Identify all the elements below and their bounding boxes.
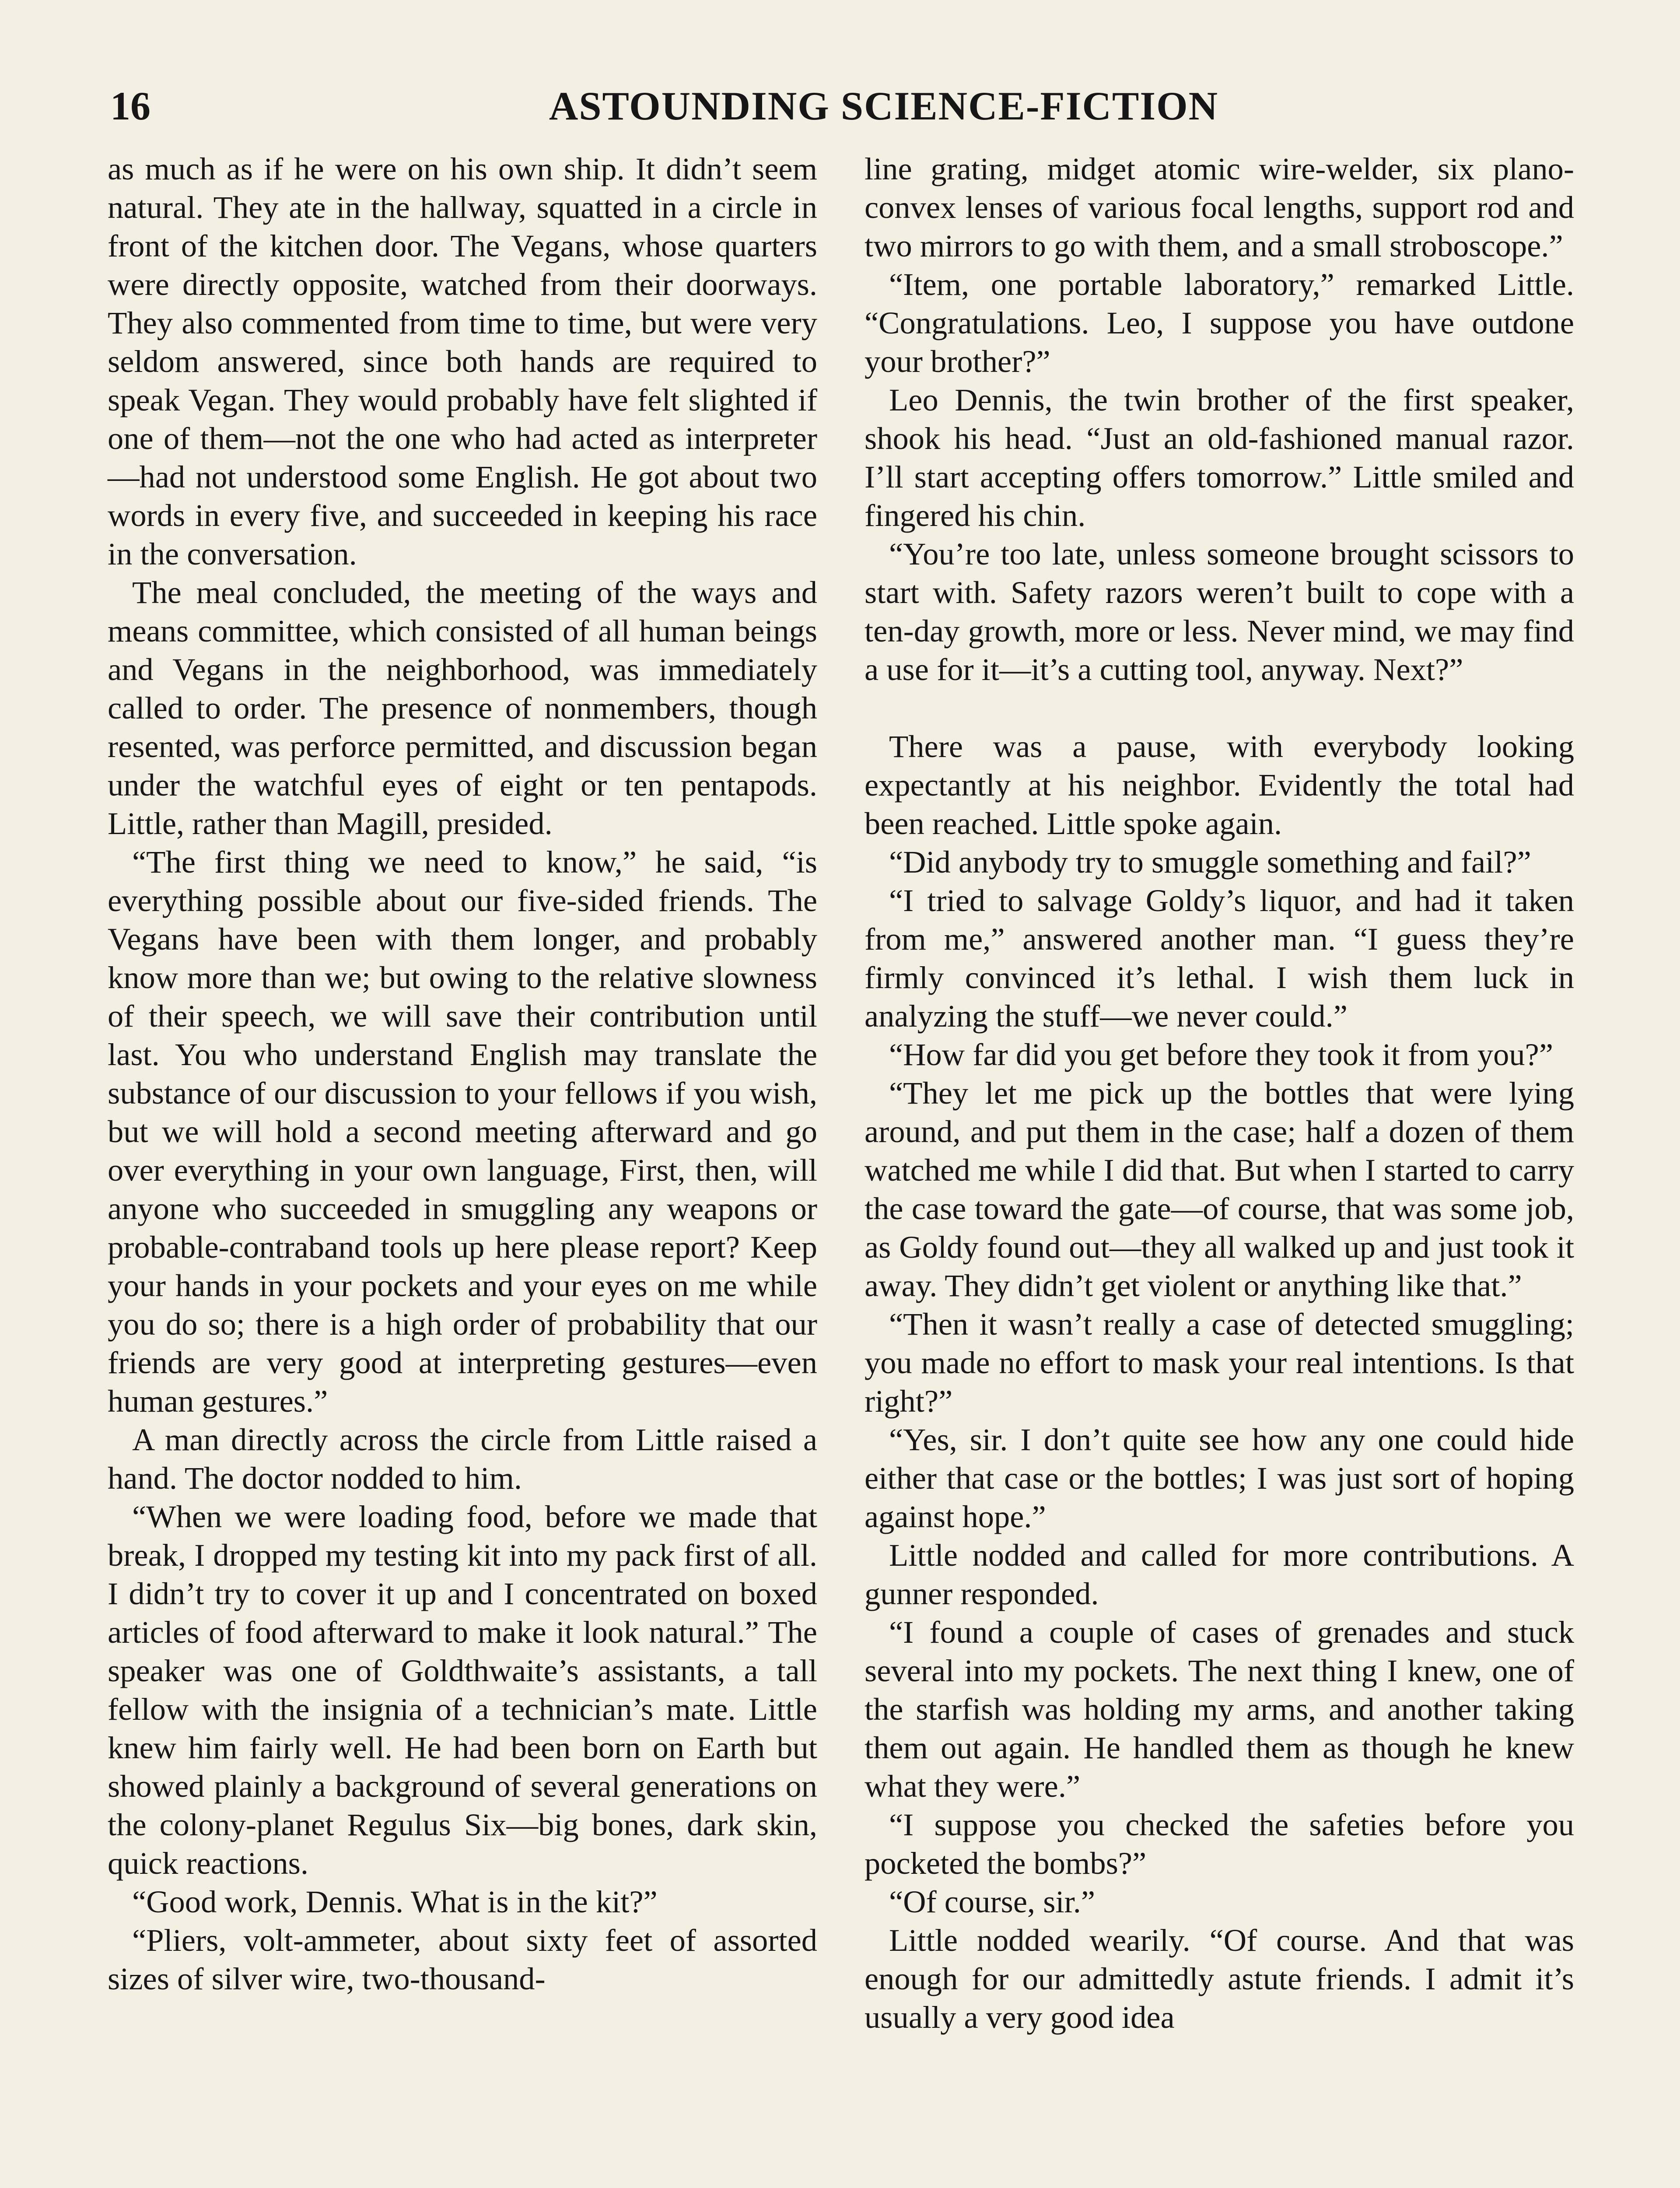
paragraph: “Item, one portable laboratory,” remarked Little. “Congratulations. Leo, I suppose you have outdone your brother?” [864,266,1574,379]
paragraph: “Yes, sir. I don’t quite see how any one could hide either that case or the bottles; I was just sort of hoping against hope.” [864,1422,1574,1534]
paragraph: “You’re too late, unless someone brought scissors to start with. Safety razors weren’t built to cope with a ten-day growth, more or less. Never mind, we may find a use for it—it’s a cutting tool, anyway. Next?” [864,536,1574,687]
paragraph: “When we were loading food, before we made that break, I dropped my testing kit into my pack first of all. I didn’t try to cover it up and I concentrated on boxed articles of food afterward to make it look natural.” The speaker was one of Goldthwaite’s assistants, a tall fellow with the insignia of a technician’s mate. Little knew him fairly well. He had been born on Earth but showed plainly a background of several generations on the colony-planet Regulus Six—big bones, dark skin, quick reactions. [108,1499,817,1881]
paragraph: There was a pause, with everybody looking expectantly at his neighbor. Evidently the total had been reached. Little spoke again. [864,729,1574,841]
running-head: ASTOUNDING SCIENCE-FICTION [549,84,1219,128]
paragraph: “They let me pick up the bottles that were lying around, and put them in the case; half a dozen of them watched me while I did that. But when I started to carry the case toward the gate—of course, that was some job, as Goldy found out—they all walked up and just took it away. They didn’t get violent or anything like that.” [864,1075,1574,1303]
paragraph: line grating, midget atomic wire-welder, six plano-convex lenses of various focal lengths, support rod and two mirrors to go with them, and a small stroboscope.” [864,151,1574,263]
paragraph: “Good work, Dennis. What is in the kit?” [132,1884,658,1919]
paragraph: Leo Dennis, the twin brother of the first speaker, shook his head. “Just an old-fashioned manual razor. I’ll start accepting offers tomorrow.” Little smiled and fingered his chin. [864,382,1574,533]
paragraph: “Did anybody try to smuggle something and fail?” [889,844,1531,880]
paragraph: Little nodded wearily. “Of course. And that was enough for our admittedly astute friends. I admit it’s usually a very good idea [864,1922,1574,2035]
paragraph: A man directly across the circle from Little raised a hand. The doctor nodded to him. [108,1422,817,1496]
left-column [108,150,817,1998]
paragraph: “I suppose you checked the safeties before you pocketed the bombs?” [864,1807,1574,1881]
paragraph: “I found a couple of cases of grenades and stuck several into my pockets. The next thing I knew, one of the starfish was holding my arms, and another taking them out again. He handled them as though he knew what they were.” [864,1614,1574,1804]
paragraph: The meal concluded, the meeting of the ways and means committee, which consisted of all human beings and Vegans in the neighborhood, was immediately called to order. The presence of nonmembers, though resented, was perforce permitted, and discussion began under the watchful eyes of eight or ten pentapods. Little, rather than Magill, presided. [108,575,817,841]
paragraph: “Then it wasn’t really a case of detected smuggling; you made no effort to mask your real intentions. Is that right?” [864,1306,1574,1419]
paragraph: Little nodded and called for more contributions. A gunner responded. [864,1537,1574,1611]
page-number: 16 [110,84,150,128]
paragraph: “How far did you get before they took it from you?” [889,1037,1554,1072]
paragraph: as much as if he were on his own ship. It didn’t seem natural. They ate in the hallway, squatted in a circle in front of the kitchen door. The Vegans, whose quarters were directly opposite, watched from their doorways. They also commented from time to time, but were very seldom answered, since both hands are required to speak Vegan. They would probably have felt slighted if one of them—not the one who had acted as interpreter—had not understood some English. He got about two words in every five, and succeeded in keeping his race in the conversation. [108,151,817,572]
paragraph: “The first thing we need to know,” he said, “is everything possible about our five-sided friends. The Vegans have been with them longer, and probably know more than we; but owing to the relative slowness of their speech, we will save their contribution until last. You who understand English may translate the substance of our discussion to your fellows if you wish, but we will hold a second meeting afterward and go over everything in your own language, First, then, will anyone who succeeded in smuggling any weapons or probable-contraband tools up here please report? Keep your hands in your pockets and your eyes on me while you do so; there is a high order of probability that our friends are very good at interpreting gestures—even human gestures.” [108,844,817,1419]
right-column [864,150,1574,2037]
paragraph: “Of course, sir.” [889,1884,1096,1919]
paragraph: “I tried to salvage Goldy’s liquor, and had it taken from me,” answered another man. “I guess they’re firmly convinced it’s lethal. I wish them luck in analyzing the stuff—we never could.” [864,883,1574,1034]
paragraph: “Pliers, volt-ammeter, about sixty feet of assorted sizes of silver wire, two-thousand- [108,1922,817,1996]
